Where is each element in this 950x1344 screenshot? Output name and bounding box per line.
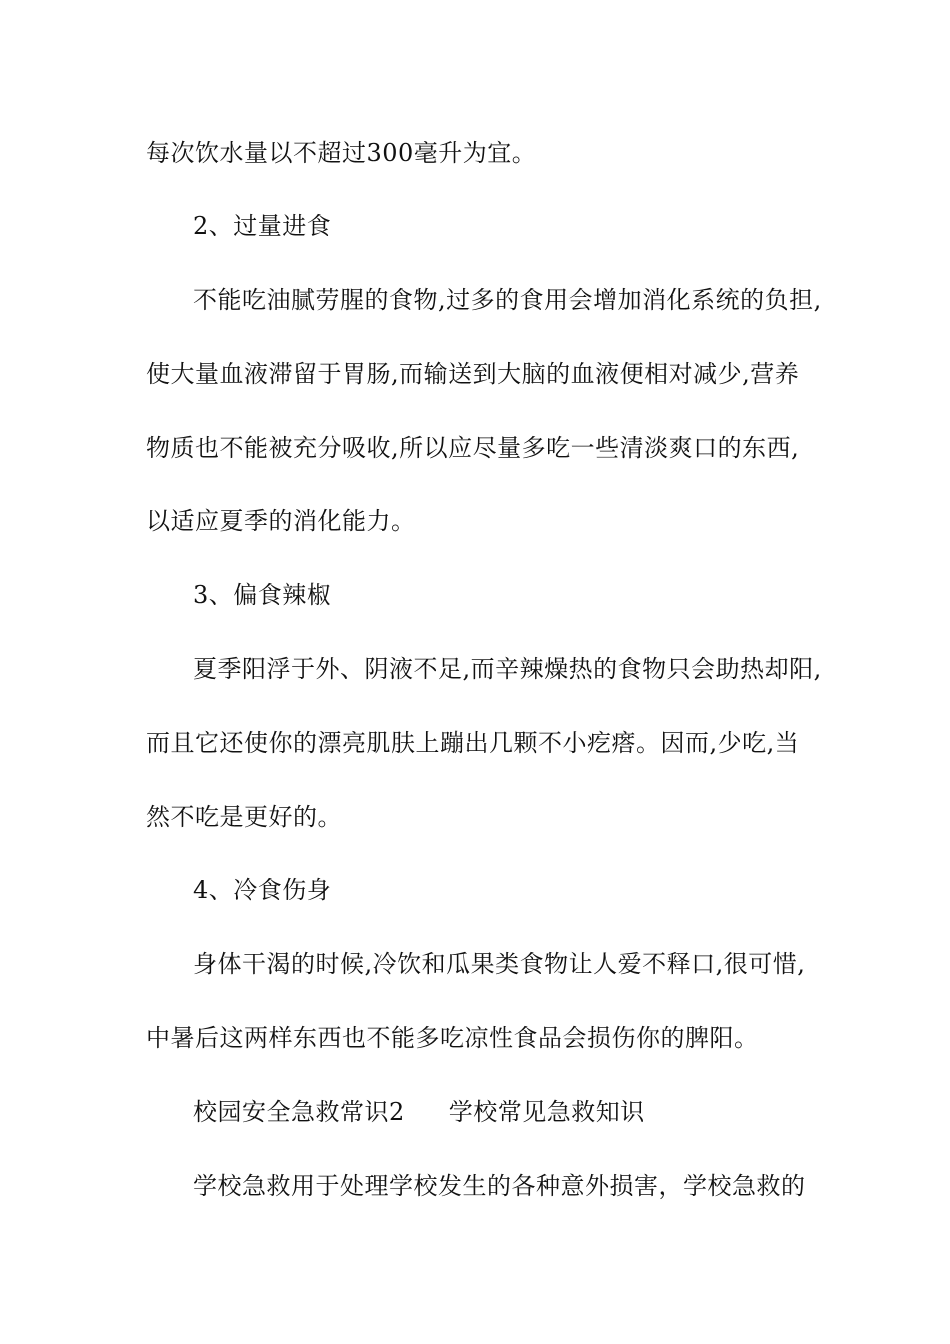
body-text-line: 中暑后这两样东西也不能多吃凉性食品会损伤你的脾阳。 bbox=[146, 1024, 759, 1052]
body-text-line: 不能吃油腻劳腥的食物,过多的食用会增加消化系统的负担, bbox=[193, 286, 822, 314]
body-text-line: 使大量血液滞留于胃肠,而输送到大脑的血液便相对减少,营养 bbox=[146, 360, 800, 388]
subheading: 2、过量进食 bbox=[193, 212, 332, 240]
body-text-line: 身体干渴的时候,冷饮和瓜果类食物让人爱不释口,很可惜, bbox=[193, 950, 806, 978]
section-heading-right: 学校常见急救知识 bbox=[448, 1098, 645, 1126]
body-text-line: 每次饮水量以不超过300毫升为宜。 bbox=[146, 139, 537, 167]
body-text-line: 而且它还使你的漂亮肌肤上蹦出几颗不小疙瘩。因而,少吃,当 bbox=[146, 729, 800, 757]
subheading: 3、偏食辣椒 bbox=[193, 581, 332, 609]
body-text-line: 然不吃是更好的。 bbox=[146, 803, 342, 831]
body-text-line: 夏季阳浮于外、阴液不足,而辛辣燥热的食物只会助热却阳, bbox=[193, 655, 822, 683]
subheading: 4、冷食伤身 bbox=[193, 876, 332, 904]
body-text-line: 学校急救用于处理学校发生的各种意外损害，学校急救的 bbox=[193, 1172, 806, 1200]
section-heading bbox=[193, 1097, 873, 1127]
body-text-line: 物质也不能被充分吸收,所以应尽量多吃一些清淡爽口的东西, bbox=[146, 434, 800, 462]
section-heading-left: 校园安全急救常识2 bbox=[193, 1098, 405, 1126]
body-text-line: 以适应夏季的消化能力。 bbox=[146, 507, 416, 535]
